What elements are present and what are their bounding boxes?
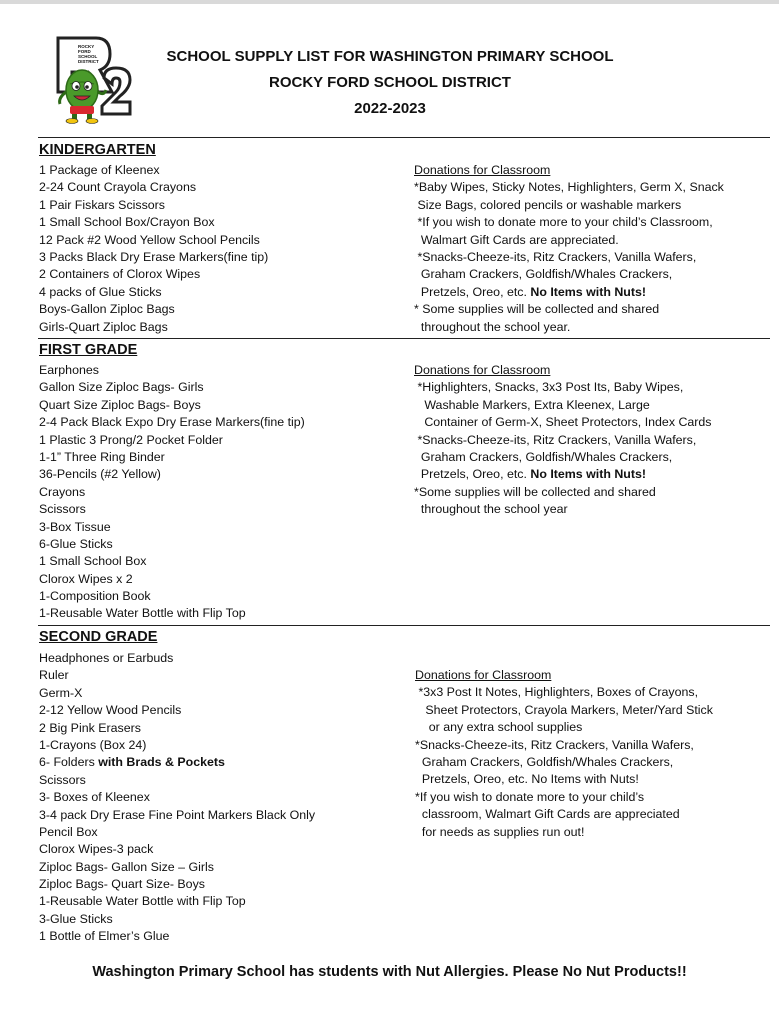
list-item: 1-Reusable Water Bottle with Flip Top [39,606,246,621]
section-divider [38,137,770,138]
first-grade-heading: FIRST GRADE [39,342,138,358]
kindergarten-heading: KINDERGARTEN [39,142,156,158]
list-item: 1 Package of Kleenex [39,163,160,177]
list-item: 6-Glue Sticks [39,536,113,551]
list-item: Germ-X [39,685,83,700]
donation-line [414,466,712,483]
donation-line: Sheet Protectors, Crayola Markers, Meter/Yard Stick [415,702,713,717]
list-item: Boys-Gallon Ziploc Bags [39,302,175,317]
list-item: 4 packs of Glue Sticks [39,284,162,299]
donation-line: Pretzels, Oreo, etc. No Items with Nuts! [415,772,639,787]
list-item: Gallon Size Ziploc Bags- Girls [39,380,204,395]
second-grade-heading: SECOND GRADE [39,629,158,645]
list-item: 1 Pair Fiskars Scissors [39,197,165,212]
nuts-warning: No Items with Nuts! [530,467,647,482]
list-item: 36-Pencils (#2 Yellow) [39,467,161,482]
list-item: 1-1” Three Ring Binder [39,449,165,464]
list-item: 2-24 Count Crayola Crayons [39,180,197,195]
list-item: Earphones [39,363,99,377]
donation-line: Graham Crackers, Goldfish/Whales Crackers, [415,754,674,769]
nut-allergy-notice: Washington Primary School has students with Nut Allergies. Please No Nut Products!! [92,964,687,980]
donation-line: Size Bags, colored pencils or washable markers [414,197,682,212]
donation-line: Graham Crackers, Goldfish/Whales Crackers, [414,449,673,464]
district-logo [48,34,134,124]
folders-bold-text: with Brads & Pockets [98,755,225,770]
school-year: 2022-2023 [354,100,426,117]
nuts-warning: No Items with Nuts! [530,284,647,299]
list-item: Ruler [39,668,69,683]
donation-line [414,284,724,301]
list-item: 1-Composition Book [39,589,151,604]
list-item: Clorox Wipes-3 pack [39,842,154,857]
donation-line: *Snacks-Cheeze-its, Ritz Crackers, Vanilla Wafers, [415,737,694,752]
list-item: 3-Glue Sticks [39,911,113,926]
list-item: Ziploc Bags- Gallon Size – Girls [39,859,214,874]
second-grade-supply-list [39,650,315,946]
list-item: Quart Size Ziploc Bags- Boys [39,397,201,412]
list-item: 1 Plastic 3 Prong/2 Pocket Folder [39,432,223,447]
list-item: 2-12 Yellow Wood Pencils [39,703,182,718]
list-item: 1-Crayons (Box 24) [39,737,147,752]
first-grade-donations [414,362,712,519]
donation-line: *Snacks-Cheeze-its, Ritz Crackers, Vanilla Wafers, [414,249,697,264]
donation-line: *Snacks-Cheeze-its, Ritz Crackers, Vanilla Wafers, [414,432,697,447]
list-item: 2 Big Pink Erasers [39,720,141,735]
list-item: Girls-Quart Ziploc Bags [39,319,168,334]
donation-line: *If you wish to donate more to your child’s Classroom, [414,215,713,230]
donation-line: *3x3 Post It Notes, Highlighters, Boxes of Crayons, [415,685,699,700]
donation-line: *If you wish to donate more to your child’s [415,789,645,804]
logo-text [78,44,99,64]
donation-line: classroom, Walmart Gift Cards are appreciated [415,807,680,822]
donations-title: Donations for Classroom [415,668,552,682]
donation-line: Container of Germ-X, Sheet Protectors, Index Cards [414,415,712,430]
donation-line: throughout the school year [414,502,568,517]
logo-text-line: FORD [78,49,91,54]
list-item: 2 Containers of Clorox Wipes [39,267,201,282]
list-item: Ziploc Bags- Quart Size- Boys [39,877,205,892]
donations-title: Donations for Classroom [414,163,551,177]
list-item [39,754,315,771]
list-item: 3-Box Tissue [39,519,111,534]
list-item: Scissors [39,772,86,787]
kindergarten-supply-list [39,162,268,336]
donation-line: throughout the school year. [414,319,571,334]
donation-line: for needs as supplies run out! [415,824,585,839]
list-item: 3 Packs Black Dry Erase Markers(fine tip) [39,249,269,264]
district-name: ROCKY FORD SCHOOL DISTRICT [269,74,511,91]
donation-text: Pretzels, Oreo, etc. [414,467,531,482]
list-item: Crayons [39,484,86,499]
first-grade-supply-list [39,362,305,623]
donation-line: Graham Crackers, Goldfish/Whales Crackers, [414,267,673,282]
list-item: 2-4 Pack Black Expo Dry Erase Markers(fine tip) [39,415,305,430]
list-item: 3- Boxes of Kleenex [39,790,150,805]
donation-line: *Highlighters, Snacks, 3x3 Post Its, Baby Wipes, [414,380,684,395]
kindergarten-donations [414,162,724,336]
donation-line: *Baby Wipes, Sticky Notes, Highlighters, Germ X, Snack [414,180,724,195]
list-item: 1 Bottle of Elmer’s Glue [39,929,170,944]
donation-line: * Some supplies will be collected and shared [414,302,660,317]
list-item: Clorox Wipes x 2 [39,571,133,586]
folders-text: 6- Folders [39,755,99,770]
section-divider [38,625,770,626]
donation-text: Pretzels, Oreo, etc. [414,284,531,299]
donation-line: Washable Markers, Extra Kleenex, Large [414,397,650,412]
list-item: Headphones or Earbuds [39,651,174,665]
list-item: 1 Small School Box/Crayon Box [39,215,215,230]
second-grade-donations [415,667,713,841]
donation-line: or any extra school supplies [415,720,583,735]
top-border [0,0,779,4]
logo-text-line: ROCKY [78,44,95,49]
page-title: SCHOOL SUPPLY LIST FOR WASHINGTON PRIMARY SCHOOL [166,48,614,65]
list-item: 1 Small School Box [39,554,147,569]
donation-line: *Some supplies will be collected and shared [414,484,656,499]
section-divider [38,338,770,339]
list-item: 1-Reusable Water Bottle with Flip Top [39,894,246,909]
list-item: Scissors [39,502,86,517]
donations-title: Donations for Classroom [414,363,551,377]
logo-text-line: DISTRICT [78,59,99,64]
list-item: 12 Pack #2 Wood Yellow School Pencils [39,232,260,247]
donation-line: Walmart Gift Cards are appreciated. [414,232,619,247]
list-item: 3-4 pack Dry Erase Fine Point Markers Black Only [39,807,316,822]
logo-text-line: SCHOOL [78,54,98,59]
list-item: Pencil Box [39,824,98,839]
